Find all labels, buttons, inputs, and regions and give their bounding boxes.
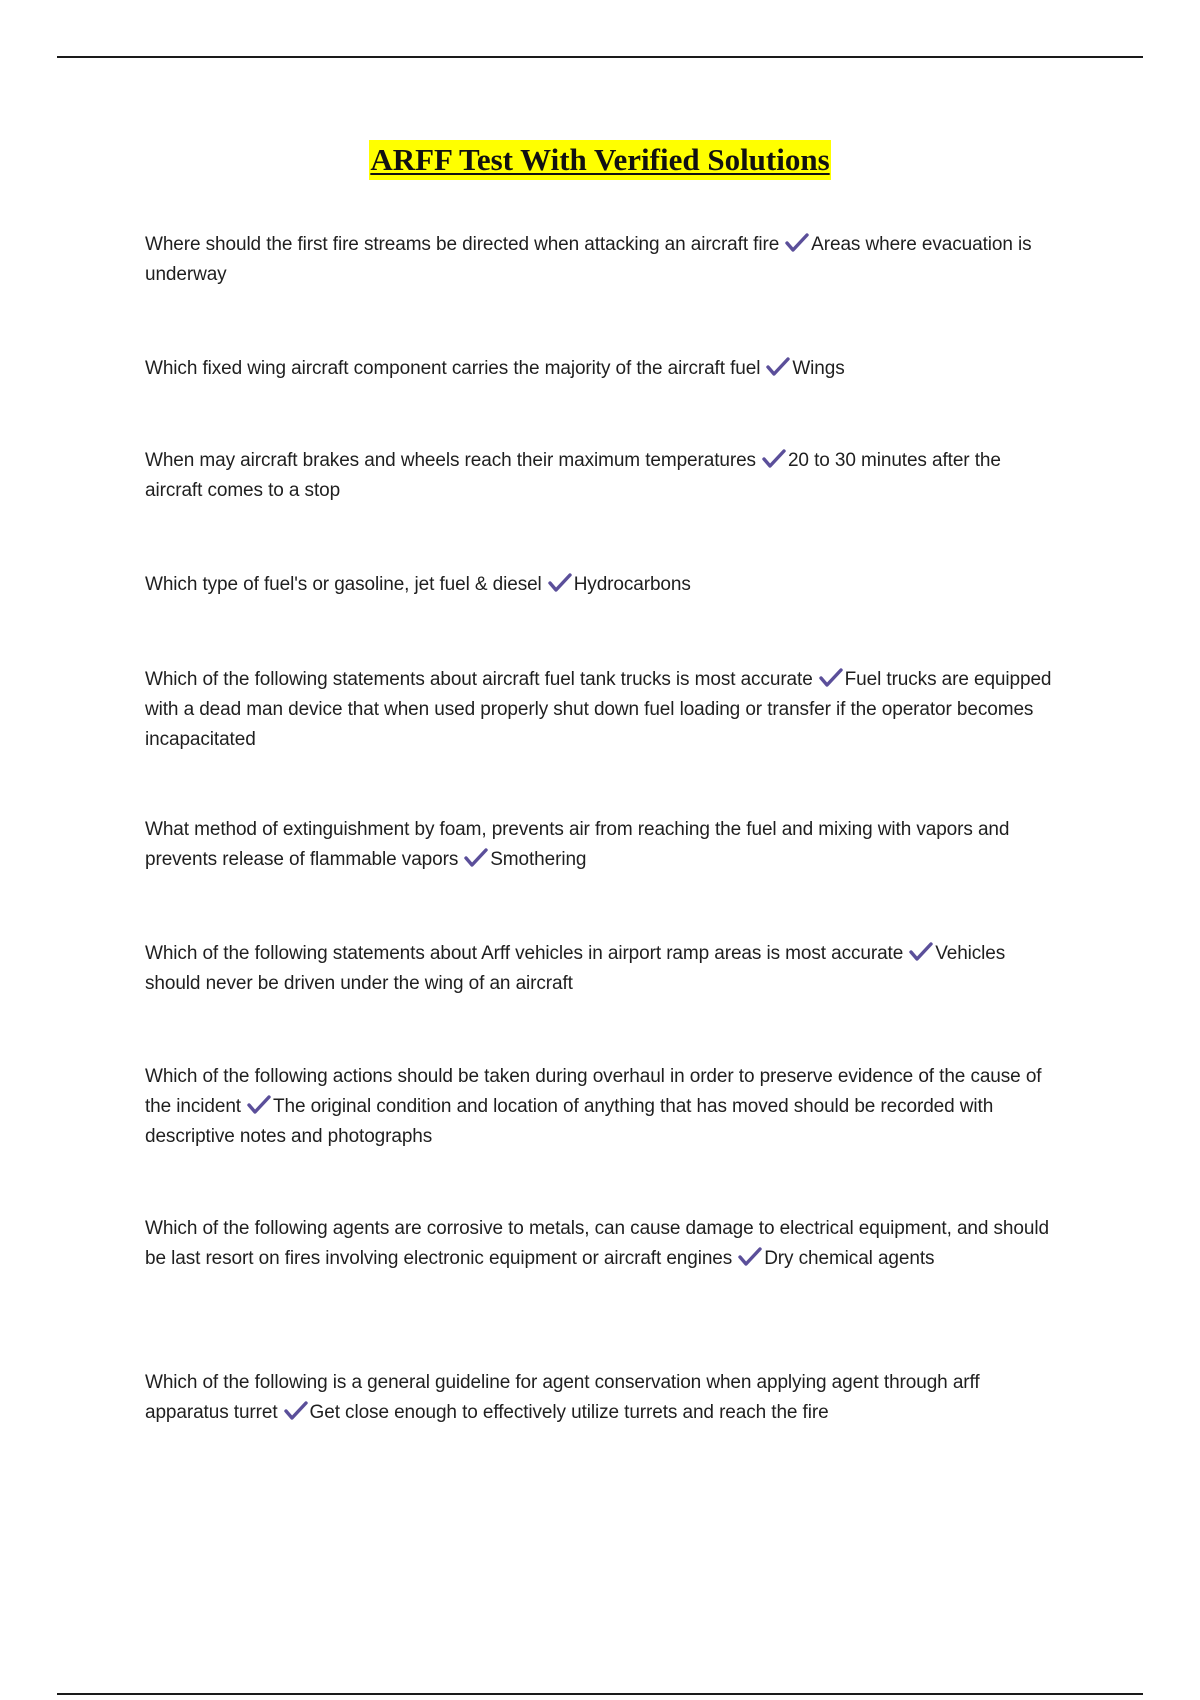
checkmark-icon xyxy=(819,668,843,688)
answer-text: Smothering xyxy=(490,849,587,870)
top-rule xyxy=(57,56,1143,58)
qa-item xyxy=(145,815,1060,875)
checkmark-icon xyxy=(548,573,572,593)
answer-text: Dry chemical agents xyxy=(764,1248,935,1269)
qa-item xyxy=(145,665,1060,755)
checkmark-icon xyxy=(909,942,933,962)
qa-item xyxy=(145,1062,1060,1152)
answer-text: Areas where evacuation is underway xyxy=(145,234,1032,285)
checkmark-icon xyxy=(762,449,786,469)
question-text: Which of the following statements about aircraft fuel tank trucks is most accurate xyxy=(145,669,813,690)
answer-text: Wings xyxy=(792,358,845,379)
question-text: Which of the following actions should be taken during overhaul in order to preserve evidence of the cause of the incident xyxy=(145,1066,1042,1117)
question-text: Which of the following statements about Arff vehicles in airport ramp areas is most accurate xyxy=(145,943,904,964)
answer-text: The original condition and location of anything that has moved should be recorded with descriptive notes and photographs xyxy=(145,1096,994,1147)
checkmark-icon xyxy=(738,1247,762,1267)
qa-item xyxy=(145,1214,1060,1274)
answer-text: Hydrocarbons xyxy=(573,574,691,595)
question-text: When may aircraft brakes and wheels reach their maximum temperatures xyxy=(145,450,756,471)
qa-item xyxy=(145,939,1060,999)
question-text: What method of extinguishment by foam, prevents air from reaching the fuel and mixing with vapors and prevents release of flammable vapors xyxy=(145,819,1010,870)
question-text: Which type of fuel's or gasoline, jet fuel & diesel xyxy=(145,574,542,595)
qa-item xyxy=(145,570,1060,600)
answer-text: Fuel trucks are equipped with a dead man device that when used properly shut down fuel loading or transfer if the operator becomes incapacitated xyxy=(145,669,1052,750)
checkmark-icon xyxy=(766,357,790,377)
checkmark-icon xyxy=(284,1401,308,1421)
question-text: Where should the first fire streams be directed when attacking an aircraft fire xyxy=(145,234,780,255)
qa-item xyxy=(145,446,1060,506)
title-block xyxy=(0,140,1200,180)
qa-item xyxy=(145,230,1060,290)
answer-text: Vehicles should never be driven under the wing of an aircraft xyxy=(145,943,1006,994)
question-text: Which of the following agents are corrosive to metals, can cause damage to electrical equipment, and should be last resort on fires involving electronic equipment or aircraft engines xyxy=(145,1218,1049,1269)
question-text: Which of the following is a general guideline for agent conservation when applying agent through arff apparatus turret xyxy=(145,1372,980,1423)
question-text: Which fixed wing aircraft component carries the majority of the aircraft fuel xyxy=(145,358,761,379)
bottom-rule xyxy=(57,1693,1143,1695)
qa-item xyxy=(145,1368,1060,1428)
answer-text: 20 to 30 minutes after the aircraft comes to a stop xyxy=(145,450,1001,501)
checkmark-icon xyxy=(785,233,809,253)
qa-item xyxy=(145,354,1060,384)
document-title: ARFF Test With Verified Solutions xyxy=(369,140,830,180)
answer-text: Get close enough to effectively utilize turrets and reach the fire xyxy=(309,1402,829,1423)
checkmark-icon xyxy=(464,848,488,868)
checkmark-icon xyxy=(247,1095,271,1115)
